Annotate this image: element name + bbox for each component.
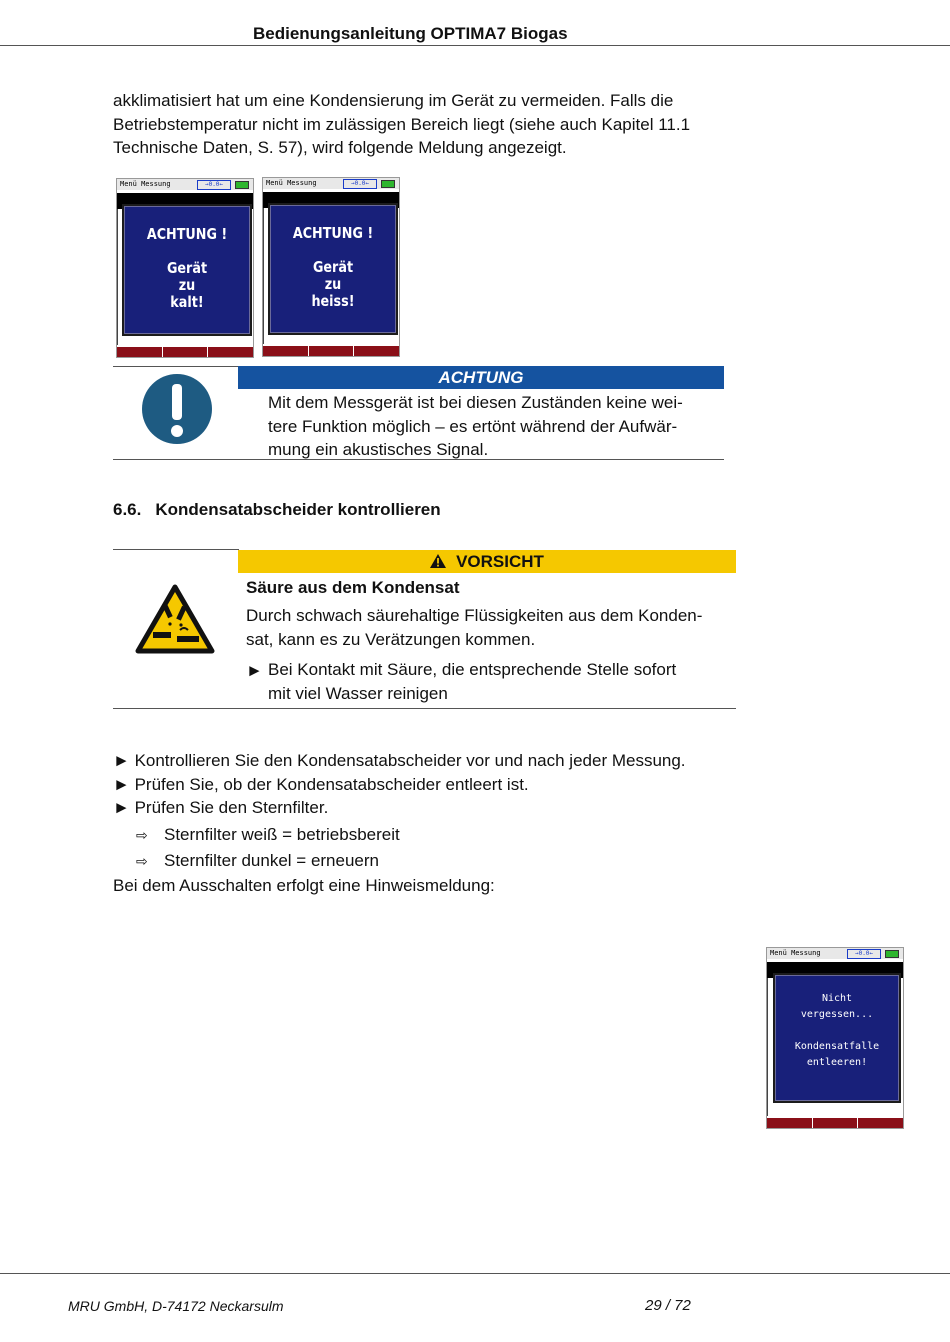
battery-icon <box>885 950 899 958</box>
vorsicht-text <box>246 604 702 651</box>
step-arrow-icon: ► <box>113 751 135 770</box>
step-item: ► Kontrollieren Sie den Kondensatabscheider vor und nach jeder Messung. <box>113 751 686 770</box>
popup-line: vergessen... <box>800 1009 874 1020</box>
achtung-text <box>268 391 683 462</box>
step-item: ► Prüfen Sie, ob der Kondensatabscheider entleert ist. <box>113 774 529 794</box>
header-divider <box>0 45 950 46</box>
device-topbar: Menü Messung →0.0← <box>117 179 253 190</box>
footer-divider <box>0 1273 950 1274</box>
shutdown-text: Bei dem Ausschalten erfolgt eine Hinweismeldung: <box>113 876 495 895</box>
section-number: 6.6. <box>113 500 142 519</box>
steps-list <box>113 749 686 820</box>
achtung-banner: ACHTUNG <box>238 366 724 389</box>
device-softkey-bar <box>263 346 399 356</box>
vorsicht-title: VORSICHT <box>456 552 544 571</box>
popup-line: entleeren! <box>806 1057 868 1068</box>
popup-title: ACHTUNG ! <box>292 224 374 242</box>
battery-icon <box>381 180 395 188</box>
device-softkey-bar <box>117 347 253 357</box>
result-arrow-icon: ⇨ <box>136 853 148 870</box>
popup-line: zu <box>178 276 196 294</box>
device-screen-shutdown <box>766 947 904 1129</box>
popup-line: Gerät <box>166 259 208 277</box>
zero-indicator: →0.0← <box>197 180 231 190</box>
intro-line: akklimatisiert hat um eine Kondensierung im Gerät zu vermeiden. Falls die <box>113 91 674 110</box>
intro-paragraph <box>113 89 690 160</box>
footer-company: MRU GmbH, D-74172 Neckarsulm <box>68 1298 284 1314</box>
achtung-line: mung ein akustisches Signal. <box>268 440 489 459</box>
zero-indicator: →0.0← <box>343 179 377 189</box>
document-header-title: Bedienungsanleitung OPTIMA7 Biogas <box>253 24 568 43</box>
vorsicht-line: sat, kann es zu Verätzungen kommen. <box>246 629 536 649</box>
result-item: ⇨ Sternfilter dunkel = erneuern <box>136 849 400 875</box>
intro-line: Technische Daten, S. 57), wird folgende Meldung angezeigt. <box>113 138 567 157</box>
vorsicht-heading: Säure aus dem Kondensat <box>246 578 460 597</box>
vorsicht-action <box>268 658 676 705</box>
notice-bottom-rule <box>113 708 736 709</box>
result-item: ⇨ Sternfilter weiß = betriebsbereit <box>136 823 400 849</box>
action-line: Bei Kontakt mit Säure, die entsprechende Stelle sofort <box>268 660 677 679</box>
notice-top-rule <box>113 549 239 550</box>
warning-triangle-icon <box>430 554 446 568</box>
popup-line: Kondensatfalle <box>794 1041 880 1052</box>
results-list <box>136 823 400 874</box>
step-arrow-icon: ► <box>113 774 135 794</box>
action-arrow-icon: ► <box>246 661 263 680</box>
popup-line: Nicht <box>821 993 853 1004</box>
device-screen-hot <box>262 177 400 357</box>
section-heading <box>113 500 441 520</box>
device-topbar: Menü Messung →0.0← <box>767 948 903 959</box>
reminder-popup <box>773 973 901 1103</box>
warning-popup <box>268 203 398 335</box>
zero-indicator: →0.0← <box>847 949 881 959</box>
popup-line: kalt! <box>170 293 204 311</box>
action-line: mit viel Wasser reinigen <box>268 683 448 703</box>
page-number: 29 / 72 <box>645 1297 691 1314</box>
vorsicht-line: Durch schwach säurehaltige Flüssigkeiten aus dem Konden- <box>246 606 703 625</box>
notice-top-rule <box>113 366 239 367</box>
warning-popup <box>122 204 252 336</box>
device-softkey-bar <box>767 1118 903 1128</box>
popup-line: Gerät <box>312 258 354 276</box>
step-item: ► Prüfen Sie den Sternfilter. <box>113 798 329 817</box>
popup-line: zu <box>324 275 342 293</box>
vorsicht-banner <box>238 550 736 573</box>
exclamation-icon <box>141 373 213 445</box>
popup-line: heiss! <box>311 292 355 310</box>
intro-line: Betriebstemperatur nicht im zulässigen Bereich liegt (siehe auch Kapitel 11.1 <box>113 114 691 134</box>
notice-bottom-rule <box>113 459 724 460</box>
device-screen-cold <box>116 178 254 358</box>
battery-icon <box>235 181 249 189</box>
section-title: Kondensatabscheider kontrollieren <box>155 500 441 519</box>
result-arrow-icon: ⇨ <box>136 828 148 844</box>
device-topbar: Menü Messung →0.0← <box>263 178 399 189</box>
corrosive-hazard-icon <box>135 584 215 654</box>
step-arrow-icon: ► <box>113 798 135 817</box>
achtung-line: Mit dem Messgerät ist bei diesen Zuständen keine wei- <box>268 393 683 412</box>
popup-title: ACHTUNG ! <box>146 225 228 243</box>
achtung-line: tere Funktion möglich – es ertönt während der Aufwär- <box>268 416 678 436</box>
